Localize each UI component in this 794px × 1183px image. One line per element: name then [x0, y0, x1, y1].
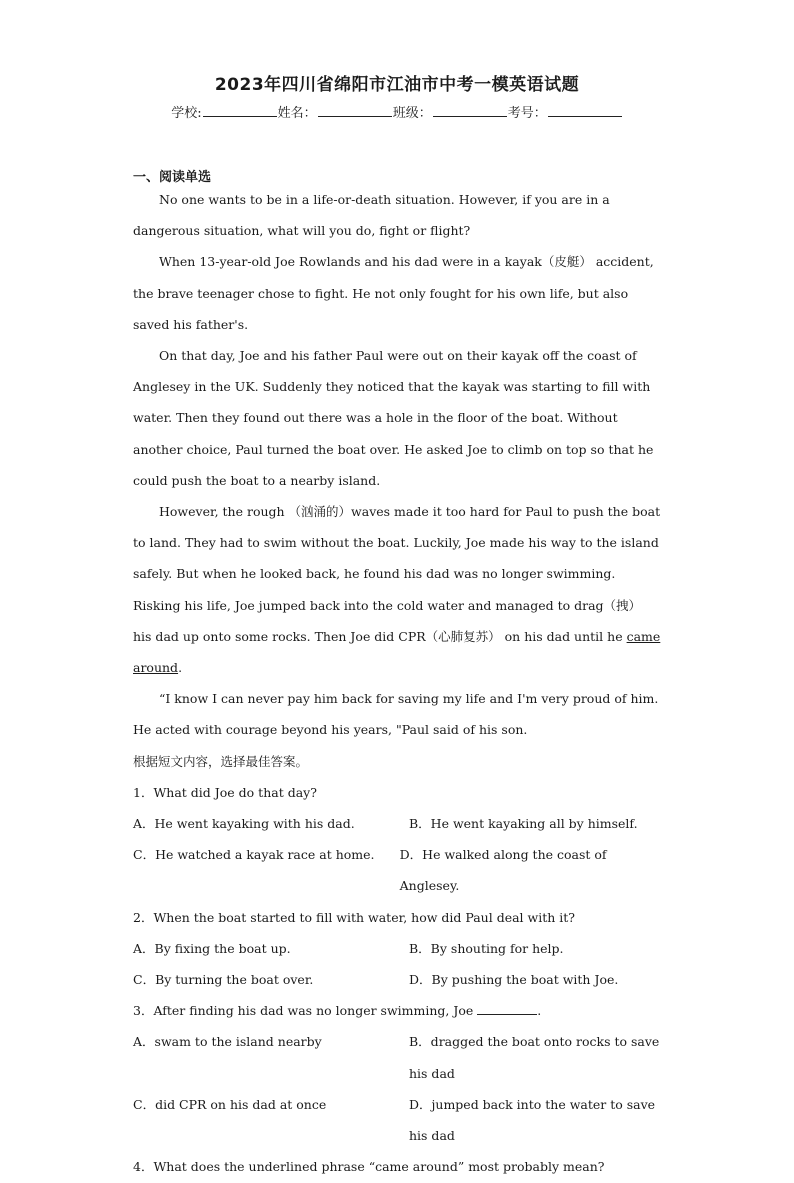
option-3b[interactable]: B．dragged the boat onto rocks to save his dad [409, 1034, 660, 1081]
question-1-options-row-2 [133, 839, 661, 901]
question-1-stem: 1．What did Joe do that day? [133, 784, 317, 800]
question-3-end: . [537, 1003, 542, 1019]
question-3-options-row-1 [133, 1026, 661, 1088]
passage-paragraph-4 [133, 496, 661, 683]
question-3-text: 3．After finding his dad was no longer swimming, Joe [133, 1003, 474, 1019]
option-2c[interactable]: C．By turning the boat over. [133, 972, 314, 988]
option-3c[interactable]: C．did CPR on his dad at once [133, 1096, 327, 1112]
question-4-stem: 4．What does the underlined phrase “came around” most probably mean? [133, 1159, 605, 1175]
option-1d[interactable]: D．He walked along the coast of Anglesey. [399, 847, 607, 894]
option-1c[interactable]: C．He watched a kayak race at home. [133, 847, 375, 863]
class-blank[interactable] [433, 104, 507, 117]
section-heading: 一、阅读单选 [133, 170, 212, 185]
school-label: 学校: [171, 106, 202, 121]
option-2a[interactable]: A．By fixing the boat up. [133, 940, 291, 956]
instruction: 根据短文内容，选择最佳答案。 [133, 753, 309, 769]
question-1-options-row-1 [133, 808, 661, 839]
question-3-options-row-2 [133, 1089, 661, 1151]
option-2d[interactable]: D．By pushing the boat with Joe. [409, 972, 619, 988]
question-2-options-row-1 [133, 933, 661, 964]
student-info-line [0, 102, 794, 121]
passage-paragraph-1: No one wants to be in a life-or-death situation. However, if you are in a dangerous situation, what will you do, fight or flight? [133, 192, 610, 239]
option-3a[interactable]: A．swam to the island nearby [133, 1034, 322, 1050]
passage-paragraph-2: When 13-year-old Joe Rowlands and his dad were in a kayak（皮艇） accident, the brave teenager chose to fight. He not only fought for his own life, but also saved his father's. [133, 254, 654, 332]
option-2b[interactable]: B．By shouting for help. [409, 940, 564, 956]
answer-blank[interactable] [477, 1002, 537, 1015]
option-3d[interactable]: D．jumped back into the water to save his dad [409, 1096, 656, 1144]
underlined-phrase: came around [133, 628, 661, 676]
name-blank[interactable] [318, 104, 392, 117]
passage-paragraph-3: On that day, Joe and his father Paul were out on their kayak off the coast of Anglesey in the UK. Suddenly they noticed that the kayak was starting to fill with water. Then they found out there was a hole in the floor of the boat. Without another choice, Paul turned the boat over. He asked Joe to climb on top so that he could push the boat to a nearby island. [133, 348, 654, 488]
school-blank[interactable] [203, 104, 277, 117]
option-1b[interactable]: B．He went kayaking all by himself. [409, 816, 638, 832]
class-label: 班级： [392, 106, 432, 121]
exam-no-label: 考号： [507, 106, 547, 121]
paragraph-4-text: However, the rough （汹涌的）waves made it too hard for Paul to push the boat to land. They had to swim without the boat. Luckily, Joe made his way to the island safely. But when he looked back, he found his dad was no longer swimming. Risking his life, Joe jumped back into the cold water and managed to drag（拽） his dad up onto some rocks. Then Joe did CPR（心肺复苏） on his dad until he [133, 504, 661, 644]
paragraph-4-end: . [178, 660, 183, 676]
name-label: 姓名： [277, 106, 317, 121]
exam-no-blank[interactable] [548, 104, 622, 117]
option-1a[interactable]: A．He went kayaking with his dad. [133, 816, 355, 832]
question-2-options-row-2 [133, 964, 661, 995]
reading-body [133, 184, 661, 1183]
question-2-stem: 2．When the boat started to fill with water, how did Paul deal with it? [133, 909, 575, 925]
passage-paragraph-5: “I know I can never pay him back for saving my life and I'm very proud of him. He acted with courage beyond his years, "Paul said of his son. [133, 691, 659, 738]
page-title: 2023年四川省绵阳市江油市中考一模英语试题 [214, 75, 580, 95]
question-3-stem [133, 995, 661, 1026]
